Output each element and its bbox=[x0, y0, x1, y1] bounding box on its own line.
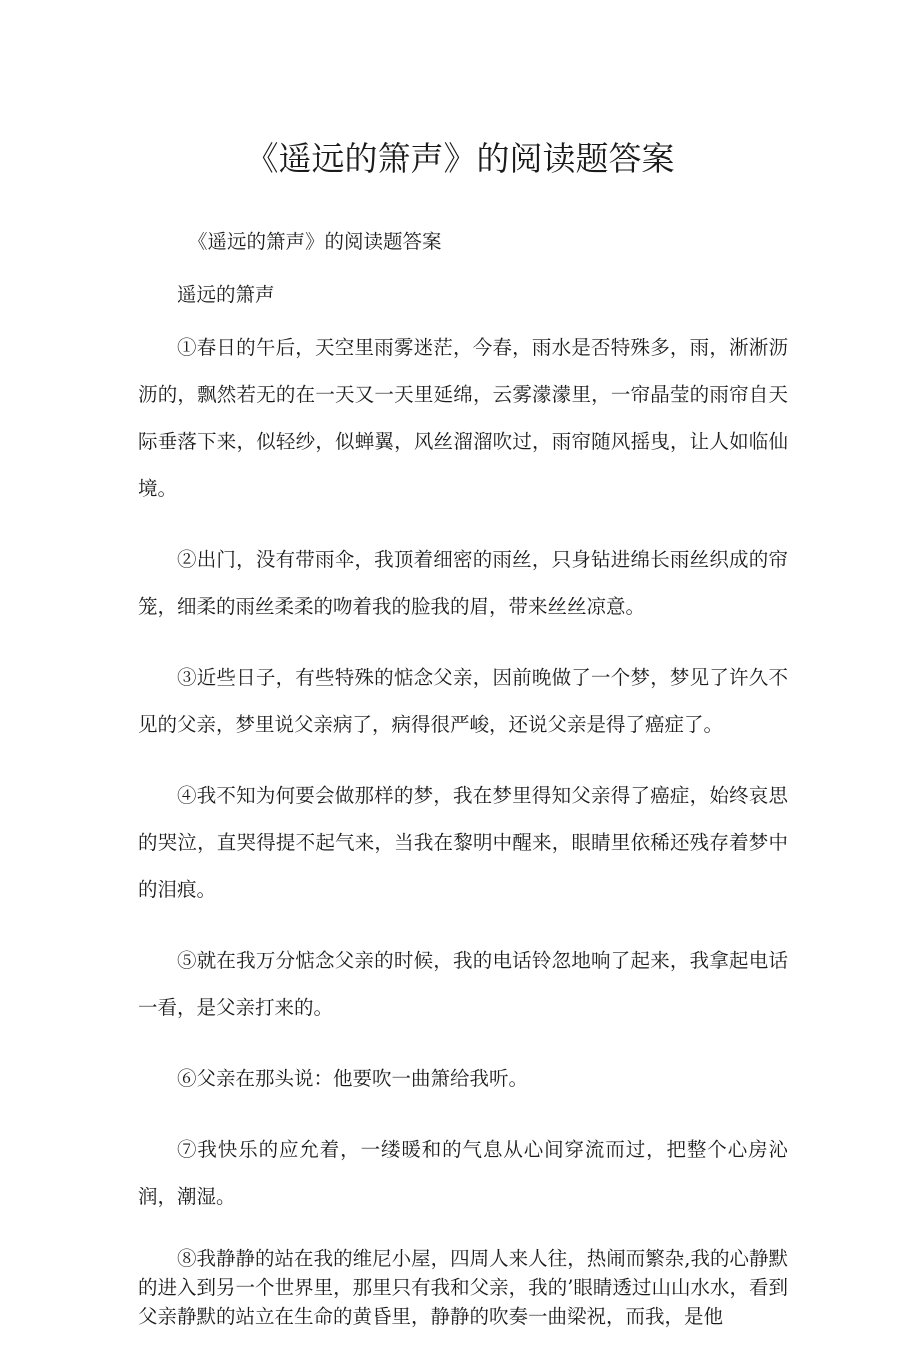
section-heading: 遥远的箫声 bbox=[177, 283, 275, 306]
paragraph-8: ⑧我静静的站在我的维尼小屋，四周人来人往，热闹而繁杂,我的心静默的进入到另一个世界里，那里只有我和父亲，我的’眼睛透过山山水水，看到父亲静默的站立在生命的黄昏里，静静的吹奏一曲梁祝，而我，是他 bbox=[138, 1247, 788, 1328]
paragraph-4: ④我不知为何要会做那样的梦，我在梦里得知父亲得了癌症，始终哀思的哭泣，直哭得提不起气来，当我在黎明中醒来，眼睛里依稀还残存着梦中的泪痕。 bbox=[138, 784, 788, 901]
paragraph-7: ⑦我快乐的应允着，一缕暖和的气息从心间穿流而过，把整个心房沁润，潮湿。 bbox=[138, 1138, 788, 1208]
document-title: 《遥远的箫声》的阅读题答案 bbox=[245, 139, 675, 178]
paragraph-3: ③近些日子，有些特殊的惦念父亲，因前晚做了一个梦，梦见了许久不见的父亲，梦里说父亲病了，病得很严峻，还说父亲是得了癌症了。 bbox=[138, 666, 788, 736]
document-body bbox=[138, 218, 788, 1355]
paragraph-2: ②出门，没有带雨伞，我顶着细密的雨丝，只身钻进绵长雨丝织成的帘笼，细柔的雨丝柔柔的吻着我的脸我的眉，带来丝丝凉意。 bbox=[138, 548, 788, 618]
paragraph-5: ⑤就在我万分惦念父亲的时候，我的电话铃忽地响了起来，我拿起电话一看，是父亲打来的。 bbox=[138, 949, 788, 1019]
document-subtitle: 《遥远的箫声》的阅读题答案 bbox=[188, 230, 442, 253]
paragraph-1: ①春日的午后，天空里雨雾迷茫，今春，雨水是否特殊多，雨，淅淅沥沥的，飘然若无的在一天又一天里延绵，云雾濛濛里，一帘晶莹的雨帘自天际垂落下来，似轻纱，似蝉翼，风丝溜溜吹过，雨帘随风摇曳，让人如临仙境。 bbox=[138, 336, 788, 500]
paragraph-6: ⑥父亲在那头说：他要吹一曲箫给我听。 bbox=[177, 1067, 529, 1090]
